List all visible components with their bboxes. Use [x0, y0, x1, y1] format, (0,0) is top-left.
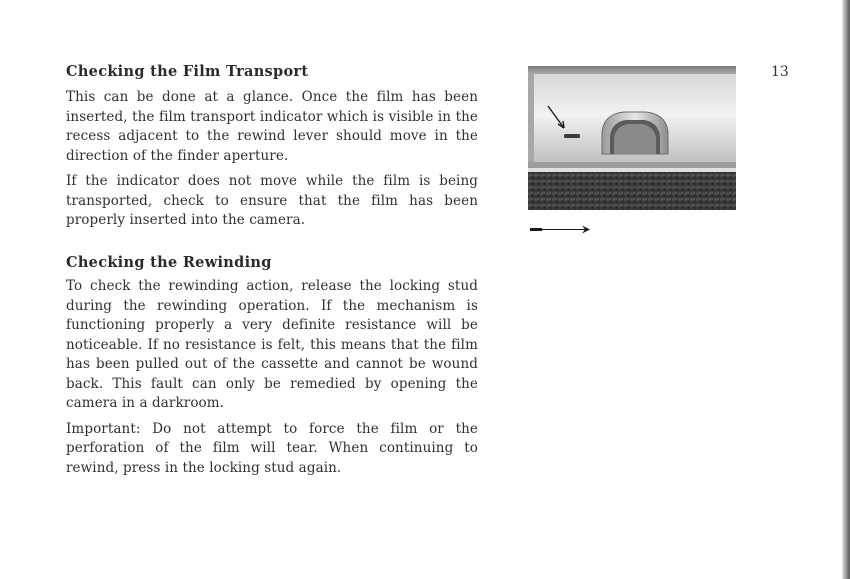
section-film-transport — [66, 63, 478, 231]
section-heading: Checking the Film Transport — [66, 63, 309, 80]
section-rewinding — [66, 254, 478, 478]
paragraph: To check the rewinding action, release the locking stud during the rewinding operation. If the mechanism is functioning properly a very definite resistance will be noticeable. If no resistance is felt, this means that the film has been pulled out of the cassette and cannot be wound back. This fault can only be remedied by opening the camera in a darkroom. — [66, 278, 478, 411]
paragraph: This can be done at a glance. Once the film has been inserted, the film transport indicator which is visible in the recess adjacent to the rewind lever should move in the direction of the finder aperture. — [66, 89, 478, 164]
direction-arrow-icon — [530, 222, 600, 236]
section-heading: Checking the Rewinding — [66, 254, 272, 271]
page-edge — [842, 0, 850, 579]
paragraph: Important: Do not attempt to force the film or the perforation of the film will tear. When continuing to rewind, press in the locking stud again. — [66, 420, 478, 476]
page-number: 13 — [771, 64, 789, 80]
camera-detail-photo — [528, 66, 736, 210]
paragraph: If the indicator does not move while the film is being transported, check to ensure that the film has been properly inserted into the camera. — [66, 173, 478, 228]
